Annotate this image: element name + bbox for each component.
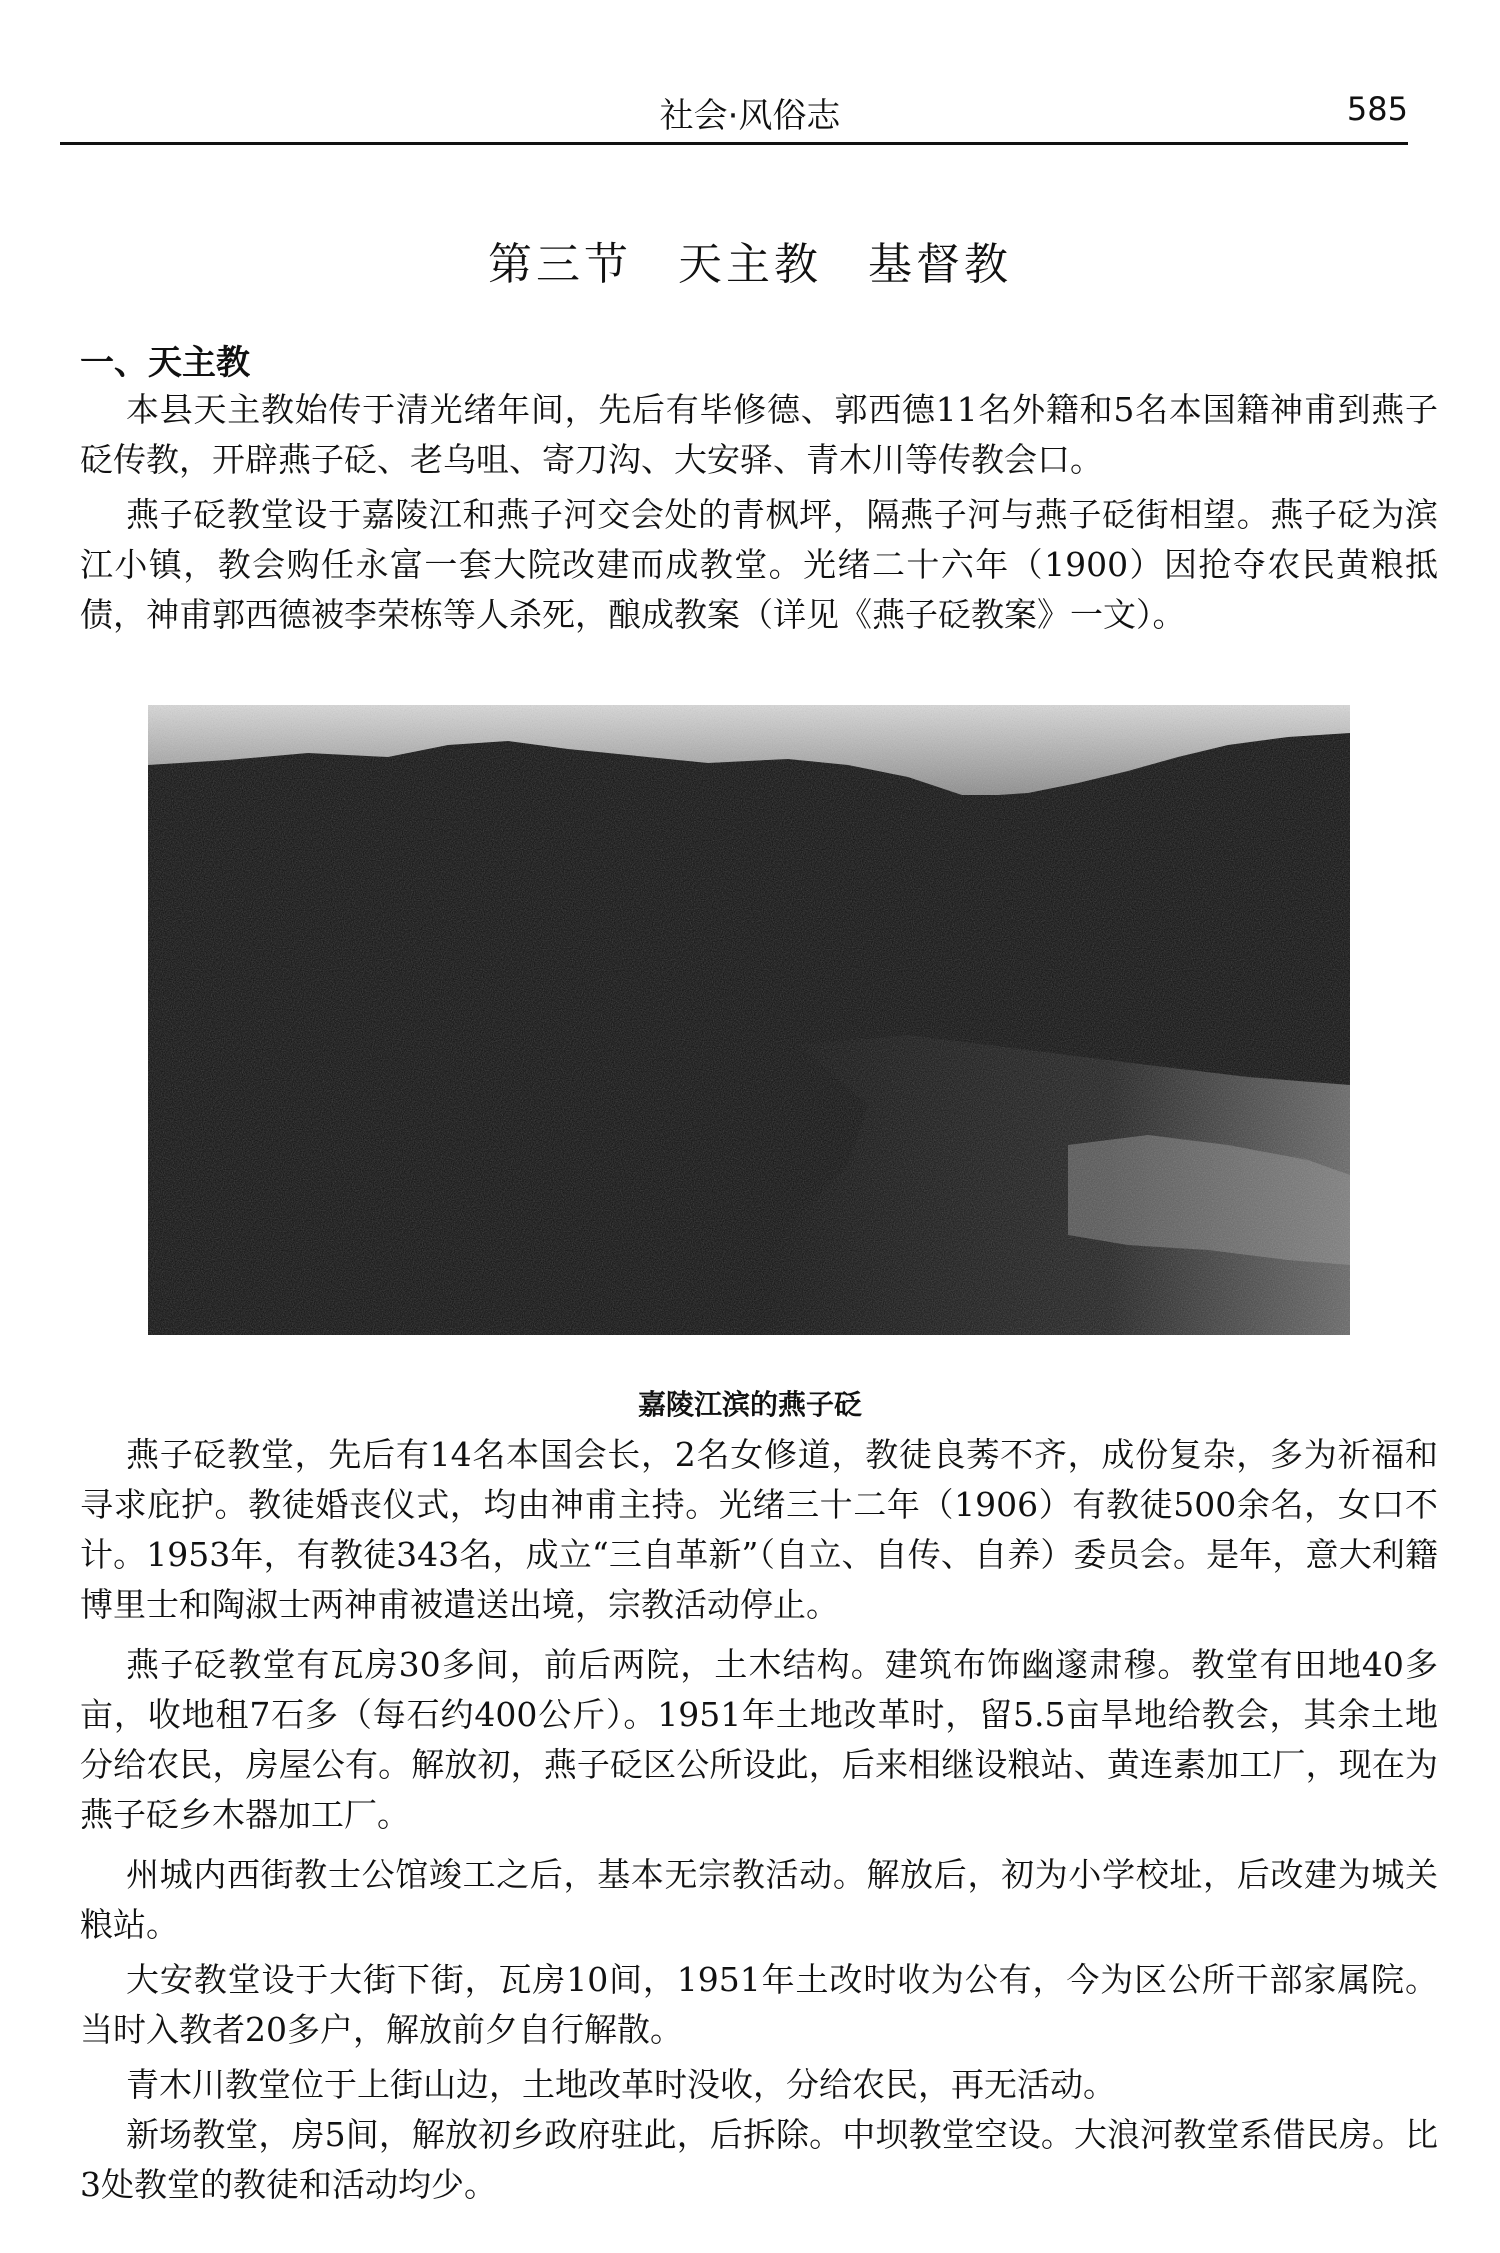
paragraph-yanzibian-church: 燕子砭教堂设于嘉陵江和燕子河交会处的青枫坪，隔燕子河与燕子砭街相望。燕子砭为滨江小镇，教会购任永富一套大院改建而成教堂。光绪二十六年（1900）因抢夺农民黄粮抵债，神甫郭西德被李荣栋等人杀死，酿成教案（详见《燕子砭教案》一文）。 — [80, 495, 1438, 634]
photo-caption: 嘉陵江滨的燕子砭 — [637, 1388, 862, 1421]
page-number: 585 — [1346, 90, 1408, 128]
photo-illustration — [148, 705, 1350, 1335]
paragraph-daan-church: 大安教堂设于大街下街，瓦房10间，1951年土改时收为公有，今为区公所干部家属院。当时入教者20多户，解放前夕自行解散。 — [80, 1960, 1438, 2049]
running-header-title: 社会·风俗志 — [659, 96, 841, 136]
header-divider — [60, 142, 1408, 145]
paragraph-history: 本县天主教始传于清光绪年间，先后有毕修德、郭西德11名外籍和5名本国籍神甫到燕子砭传教，开辟燕子砭、老乌咀、寄刀沟、大安驿、青木川等传教会口。 — [80, 390, 1438, 479]
paragraph-other-churches: 新场教堂，房5间，解放初乡政府驻此，后拆除。中坝教堂空设。大浪河教堂系借民房。比3处教堂的教徒和活动均少。 — [80, 2115, 1438, 2204]
landscape-photo — [148, 705, 1350, 1335]
section-title: 第三节 天主教 基督教 — [488, 239, 1012, 290]
subheading-catholicism: 一、天主教 — [80, 343, 250, 383]
paragraph-congregation: 燕子砭教堂，先后有14名本国会长，2名女修道，教徒良莠不齐，成份复杂，多为祈福和寻求庇护。教徒婚丧仪式，均由神甫主持。光绪三十二年（1906）有教徒500余名，女口不计。1953年，有教徒343名，成立“三自革新”（自立、自传、自养）委员会。是年，意大利籍博里士和陶淑士两神甫被遣送出境，宗教活动停止。 — [80, 1435, 1438, 1624]
paragraph-west-street: 州城内西街教士公馆竣工之后，基本无宗教活动。解放后，初为小学校址，后改建为城关粮站。 — [80, 1855, 1438, 1944]
paragraph-qingmuchuan-church: 青木川教堂位于上街山边，土地改革时没收，分给农民，再无活动。 — [126, 2065, 1116, 2104]
paragraph-church-property: 燕子砭教堂有瓦房30多间，前后两院，土木结构。建筑布饰幽邃肃穆。教堂有田地40多亩，收地租7石多（每石约400公斤）。1951年土地改革时，留5.5亩旱地给教会，其余土地分给农民，房屋公有。解放初，燕子砭区公所设此，后来相继设粮站、黄连素加工厂，现在为燕子砭乡木器加工厂。 — [80, 1645, 1438, 1834]
